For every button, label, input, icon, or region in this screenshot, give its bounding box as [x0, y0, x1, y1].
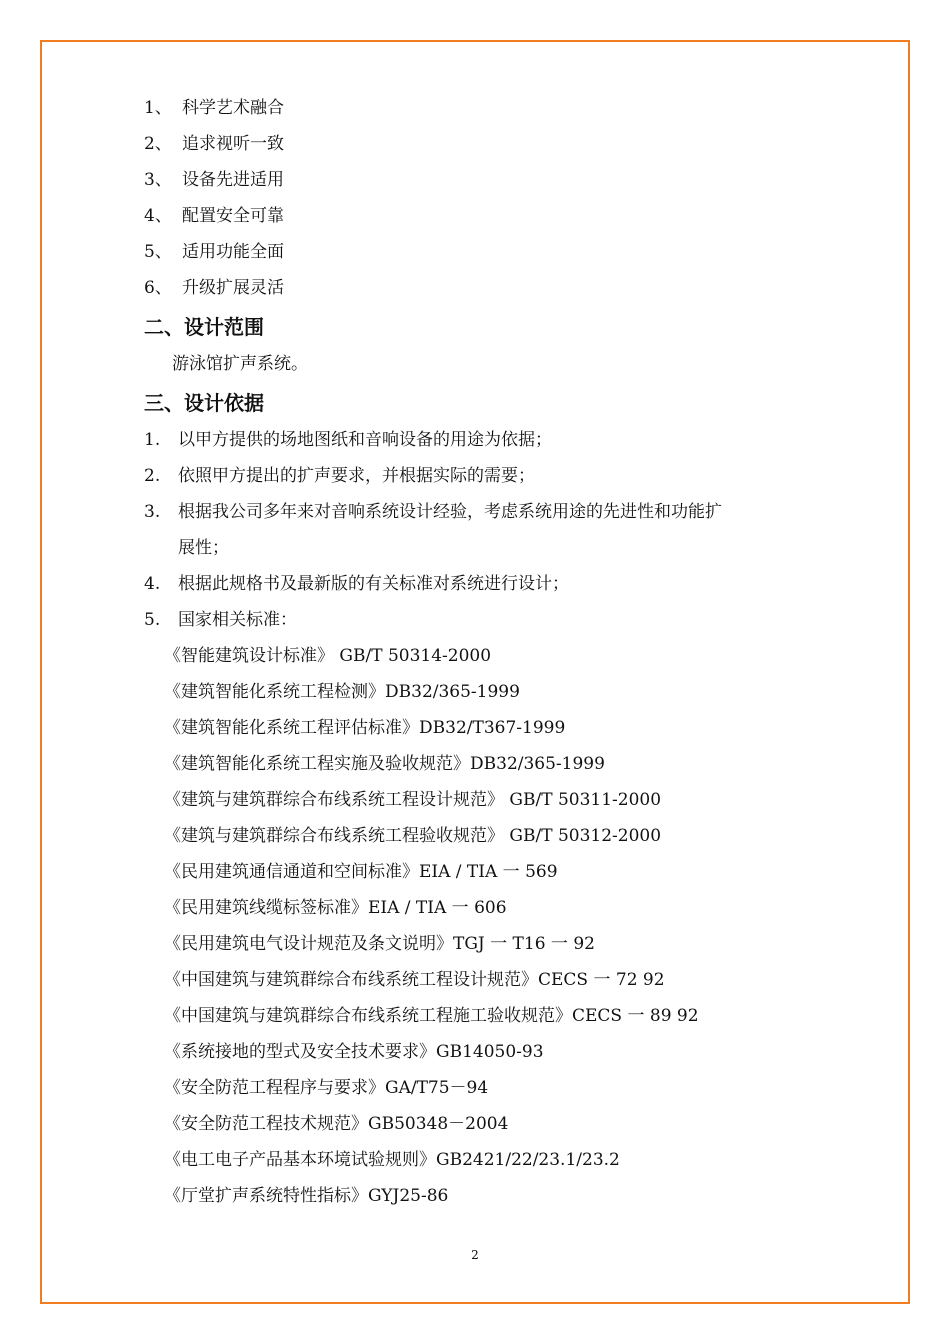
list-number: 3、 — [144, 170, 172, 190]
standard-item: 《建筑智能化系统工程实施及验收规范》DB32/365-1999 — [164, 754, 605, 774]
list-number: 2. — [144, 466, 161, 486]
list-item-continuation: 展性； — [178, 538, 229, 558]
section-heading-design-scope: 二、设计范围 — [144, 315, 264, 339]
list-text: 科学艺术融合 — [182, 98, 284, 118]
standard-item: 《建筑智能化系统工程评估标准》DB32/T367-1999 — [164, 718, 566, 738]
list-text: 配置安全可靠 — [182, 206, 284, 226]
list-item — [144, 126, 824, 162]
list-number: 1、 — [144, 98, 172, 118]
list-text: 升级扩展灵活 — [182, 278, 284, 298]
list-item — [144, 270, 824, 306]
standard-item: 《安全防范工程技术规范》GB50348－2004 — [164, 1114, 509, 1134]
list-item — [144, 234, 824, 270]
list-number: 5、 — [144, 242, 172, 262]
list-text: 适用功能全面 — [182, 242, 284, 262]
page-number: 2 — [471, 1248, 479, 1262]
standard-item: 《建筑智能化系统工程检测》DB32/365-1999 — [164, 682, 520, 702]
list-item — [144, 162, 824, 198]
list-text: 设备先进适用 — [182, 170, 284, 190]
list-number: 5. — [144, 610, 161, 630]
list-number: 2、 — [144, 134, 172, 154]
standard-item: 《民用建筑通信通道和空间标准》EIA / TIA 一 569 — [164, 862, 558, 882]
design-basis-list — [144, 422, 824, 638]
standard-item: 《电工电子产品基本环境试验规则》GB2421/22/23.1/23.2 — [164, 1150, 620, 1170]
list-text: 依照甲方提出的扩声要求，并根据实际的需要； — [178, 466, 535, 486]
list-item — [144, 90, 824, 126]
list-text: 国家相关标准： — [178, 610, 297, 630]
list-number: 1. — [144, 430, 161, 450]
list-number: 4、 — [144, 206, 172, 226]
section-heading-design-basis: 三、设计依据 — [144, 391, 264, 415]
list-item — [144, 494, 824, 530]
list-text: 根据我公司多年来对音响系统设计经验，考虑系统用途的先进性和功能扩 — [178, 502, 722, 522]
list-item — [144, 198, 824, 234]
standard-item: 《中国建筑与建筑群综合布线系统工程设计规范》CECS 一 72 92 — [164, 970, 665, 990]
list-number: 4. — [144, 574, 161, 594]
standard-item: 《建筑与建筑群综合布线系统工程设计规范》 GB/T 50311-2000 — [164, 790, 662, 810]
standard-item: 《民用建筑线缆标签标准》EIA / TIA 一 606 — [164, 898, 507, 918]
standard-item: 《民用建筑电气设计规范及条文说明》TGJ 一 T16 一 92 — [164, 934, 595, 954]
standard-item: 《系统接地的型式及安全技术要求》GB14050-93 — [164, 1042, 544, 1062]
standard-item: 《建筑与建筑群综合布线系统工程验收规范》 GB/T 50312-2000 — [164, 826, 662, 846]
list-item — [144, 458, 824, 494]
standard-item: 《厅堂扩声系统特性指标》GYJ25-86 — [164, 1186, 449, 1206]
design-principles-list — [144, 90, 824, 306]
list-text: 根据此规格书及最新版的有关标准对系统进行设计； — [178, 574, 569, 594]
list-item — [144, 566, 824, 602]
standard-item: 《中国建筑与建筑群综合布线系统工程施工验收规范》CECS 一 89 92 — [164, 1006, 699, 1026]
list-number: 6、 — [144, 278, 172, 298]
list-text: 追求视听一致 — [182, 134, 284, 154]
standard-item: 《智能建筑设计标准》 GB/T 50314-2000 — [164, 646, 492, 666]
document-body — [144, 90, 824, 1214]
standard-item: 《安全防范工程程序与要求》GA/T75－94 — [164, 1078, 489, 1098]
design-scope-text: 游泳馆扩声系统。 — [172, 354, 308, 374]
list-number: 3. — [144, 502, 161, 522]
list-item — [144, 422, 824, 458]
standards-list — [144, 638, 824, 1214]
list-item — [144, 602, 824, 638]
list-text: 以甲方提供的场地图纸和音响设备的用途为依据； — [178, 430, 552, 450]
